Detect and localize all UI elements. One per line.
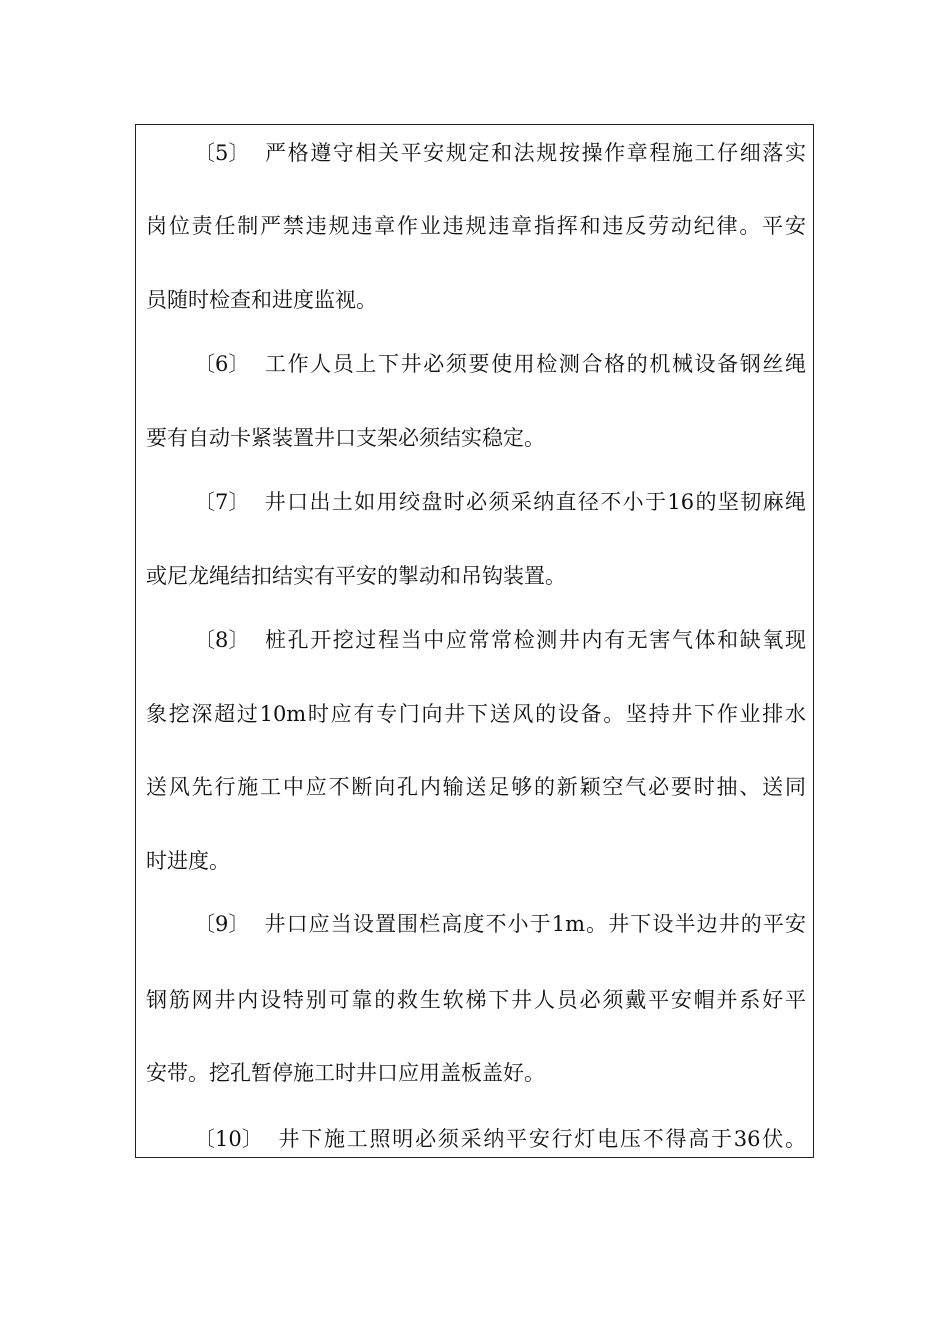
line-text: 送风先行施工中应不断向孔内输送足够的新颖空气必要时抽、送同	[146, 775, 806, 799]
paragraph-8-line-2	[146, 694, 806, 734]
line-text: 安带。挖孔暂停施工时井口应用盖板盖好。	[146, 1061, 545, 1085]
paragraph-7-line-1	[194, 482, 806, 522]
paragraph-9-line-2	[146, 980, 806, 1020]
paragraph-10-line-1	[194, 1119, 806, 1159]
line-text: 时进度。	[146, 849, 230, 873]
line-text: 井口出土如用绞盘时必须采纳直径不小于16的坚韧麻绳	[263, 490, 806, 514]
line-text: 象挖深超过10m时应有专门向井下送风的设备。坚持井下作业排水	[146, 702, 806, 726]
item-number: 〔8〕	[194, 628, 250, 652]
paragraph-9-line-3	[146, 1053, 806, 1093]
paragraph-5-line-2	[146, 206, 806, 246]
paragraph-8-line-3	[146, 767, 806, 807]
paragraph-5-line-3	[146, 280, 806, 320]
paragraph-8-line-1	[194, 620, 806, 660]
paragraph-8-line-4	[146, 841, 806, 881]
line-text: 或尼龙绳结扣结实有平安的掣动和吊钩装置。	[146, 564, 566, 588]
item-number: 〔10〕	[194, 1127, 263, 1151]
line-text: 要有自动卡紧装置井口支架必须结实稳定。	[146, 426, 545, 450]
line-text: 严格遵守相关平安规定和法规按操作章程施工仔细落实	[263, 141, 806, 165]
line-text: 井口应当设置围栏高度不小于1m。井下设半边井的平安	[263, 912, 806, 936]
line-text: 员随时检查和进度监视。	[146, 288, 377, 312]
paragraph-5-line-1	[194, 133, 806, 173]
item-number: 〔9〕	[194, 912, 250, 936]
paragraph-6-line-1	[194, 344, 806, 384]
line-text: 井下施工照明必须采纳平安行灯电压不得高于36伏。	[276, 1127, 806, 1151]
paragraph-6-line-2	[146, 418, 806, 458]
line-text: 桩孔开挖过程当中应常常检测井内有无害气体和缺氧现	[263, 628, 806, 652]
item-number: 〔7〕	[194, 490, 250, 514]
line-text: 钢筋网井内设特别可靠的救生软梯下井人员必须戴平安帽并系好平	[146, 988, 806, 1012]
paragraph-9-line-1	[194, 904, 806, 944]
item-number: 〔6〕	[194, 352, 250, 376]
paragraph-7-line-2	[146, 556, 806, 596]
item-number: 〔5〕	[194, 141, 250, 165]
line-text: 岗位责任制严禁违规违章作业违规违章指挥和违反劳动纪律。平安	[146, 214, 806, 238]
line-text: 工作人员上下井必须要使用检测合格的机械设备钢丝绳	[263, 352, 806, 376]
